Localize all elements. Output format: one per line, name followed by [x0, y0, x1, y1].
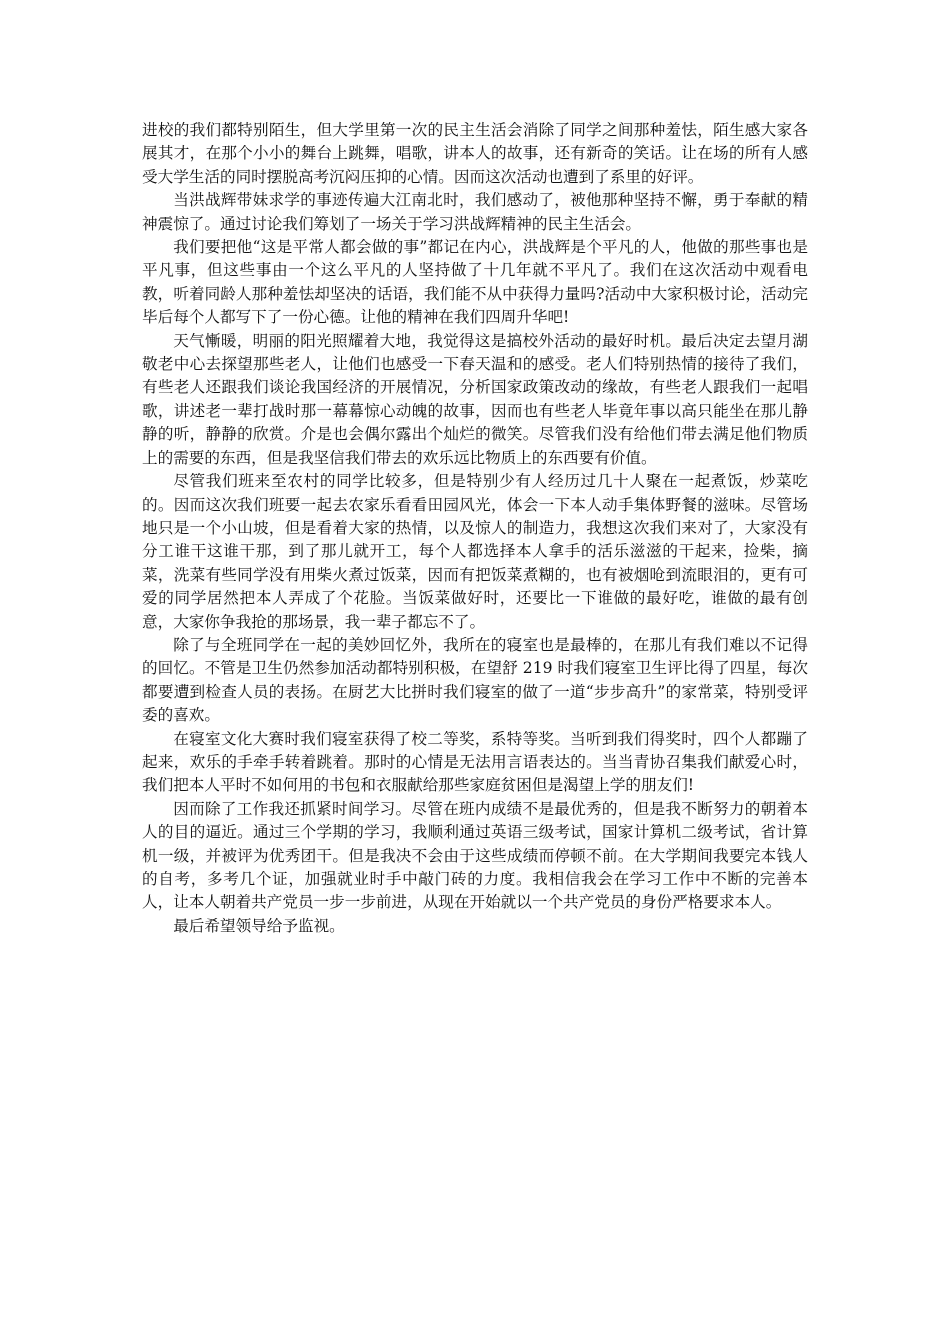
paragraph-8: 因而除了工作我还抓紧时间学习。尽管在班内成绩不是最优秀的，但是我不断努力的朝着本人的目的逼近。通过三个学期的学习，我顺利通过英语三级考试，国家计算机二级考试，省计算机一级，并被评为优秀团干。但是我决不会由于这些成绩而停顿不前。在大学期间我要完本钱人的自考，多考几个证，加强就业时手中敲门砖的力度。我相信我会在学习工作中不断的完善本人，让本人朝着共产党员一步一步前进，从现在开始就以一个共产党员的身份严格要求本人。 — [142, 799, 808, 912]
paragraph-7: 在寝室文化大赛时我们寝室获得了校二等奖，系特等奖。当听到我们得奖时，四个人都蹦了起来，欢乐的手牵手转着跳着。那时的心情是无法用言语表达的。当当青协召集我们献爱心时，我们把本人平时不如何用的书包和衣服献给那些家庭贫困但是渴望上学的朋友们! — [142, 729, 808, 795]
paragraph-4: 天气慚暖，明丽的阳光照耀着大地，我觉得这是搞校外活动的最好时机。最后决定去望月湖敬老中心去探望那些老人，让他们也感受一下春天温和的感受。老人们特别热情的接待了我们，有些老人还跟我们谈论我国经济的开展情况，分析国家政策改动的缘故，有些老人跟我们一起唱歌，讲述老一辈打战时那一幕幕惊心动魄的故事，因而也有些老人毕竟年事以高只能坐在那儿静静的听，静静的欣赏。介是也会偶尔露出个灿烂的微笑。尽管我们没有给他们带去满足他们物质上的需要的东西，但是我坚信我们带去的欢乐远比物质上的东西要有价值。 — [142, 331, 808, 467]
paragraph-6: 除了与全班同学在一起的美妙回忆外，我所在的寝室也是最棒的，在那儿有我们难以不记得的回忆。不管是卫生仍然参加活动都特别积极，在望舒 219 时我们寝室卫生评比得了四星，每次都要遭到检查人员的表扬。在厨艺大比拼时我们寝室的做了一道“步步高升”的家常菜，特别受评委的喜欢。 — [142, 635, 808, 725]
paragraph-3: 我们要把他“这是平常人都会做的事”都记在内心，洪战辉是个平凡的人，他做的那些事也是平凡事，但这些事由一个这么平凡的人坚持做了十几年就不平凡了。我们在这次活动中观看电教，听着同龄人那种羞怯却坚决的话语，我们能不从中获得力量吗?活动中大家积极讨论，活动完毕后每个人都写下了一份心德。让他的精神在我们四周升华吧! — [142, 238, 808, 327]
paragraph-5: 尽管我们班来至农村的同学比较多，但是特别少有人经历过几十人聚在一起煮饭，炒菜吃的。因而这次我们班要一起去农家乐看看田园风光，体会一下本人动手集体野餐的滋味。尽管场地只是一个小山坡，但是看着大家的热情，以及惊人的制造力，我想这次我们来对了，大家没有分工谁干这谁干那，到了那儿就开工，每个人都选择本人拿手的活乐滋滋的干起来，捡柴，摘菜，洗菜有些同学没有用柴火煮过饭菜，因而有把饭菜煮糊的，也有被烟呛到流眼泪的，更有可爱的同学居然把本人弄成了个花脸。当饭菜做好时，还要比一下谁做的最好吃，谁做的最有创意，大家你争我抢的那场景，我一辈子都忘不了。 — [142, 472, 808, 631]
document-body — [142, 119, 808, 938]
paragraph-2: 当洪战辉带妹求学的事迹传遍大江南北时，我们感动了，被他那种坚持不懈，勇于奉献的精神震惊了。通过讨论我们筹划了一场关于学习洪战辉精神的民主生活会。 — [142, 191, 808, 233]
paragraph-9: 最后希望领导给予监视。 — [173, 916, 345, 935]
paragraph-1: 进校的我们都特别陌生，但大学里第一次的民主生活会消除了同学之间那种羞怯，陌生感大家各展其才，在那个小小的舞台上跳舞，唱歌，讲本人的故事，还有新奇的笑话。让在场的所有人感受大学生活的同时摆脱高考沉闷压抑的心情。因而这次活动也遭到了系里的好评。 — [142, 121, 808, 186]
